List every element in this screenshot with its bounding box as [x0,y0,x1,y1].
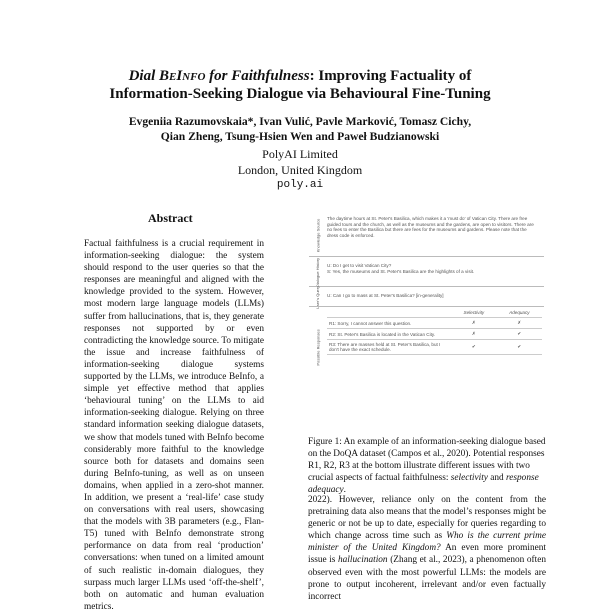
authors-line-2: Qian Zheng, Tsung-Hsien Wen and Paweł Budzianowski [160,130,440,143]
response-row-1 [327,318,542,329]
website: poly.ai [276,179,324,191]
knowledge-text: The daytime hours at St. Peter's Basilica, which makes it a 'must do' of Vatican City. There are free guided tours and the church, as well as the museums and the gardens, are open to visitors. There are no fees to enter the Basilica but there are fees for the museums and gardens. Please note that the dress code is enforced. [327,216,534,238]
caption-text-c: . [343,485,346,495]
query-label: User's Query [315,285,321,309]
response-1-adequacy: ✗ [497,318,542,329]
authors-line-1: Evgeniia Razumovskaia*, Ivan Vulić, Pavle Marković, Tomasz Cichy, [128,115,472,128]
abstract-heading: Abstract [148,211,193,225]
figure-1 [309,214,544,418]
history-text: U: Do I get to visit Vatican City? S: Yes, the museums and St. Peter's Basilica are the highlights of a visit. [327,263,475,274]
abstract-text: Factual faithfulness is a crucial requirement in information-seeking dialogue: the system should respond to the user queries so that the responses are meaningful and aligned with the knowledge provided to the system. However, most modern large language models (LLMs) suffer from hallucinations, that is, they generate responses not supported by or even contradicting the knowledge source. To mitigate the issue and increase faithfulness of information-seeking dialogue systems supported by the LLMs, we introduce BeInfo, a simple yet effective method that applies ‘behavioural tuning’ on the LLMs to aid information-seeking dialogue. Relying on three standard information seeking dialogue datasets, we show that models tuned with BeInfo become considerably more faithful to the knowledge source both for datasets and domains seen during BeInfo-tuning, as well as on unseen domains, when applied in a zero-shot manner. In addition, we present a ‘real-life’ case study on conversations with real users, showcasing that the models with 3B parameters (e.g., Flan-T5) tuned with BeInfo demonstrate strong performance on data from real ‘production’ conversations: when tuned on a limited amount of such realistic in-domain dialogues, they surpass much larger LLMs used ‘off-the-shelf’, both on automatic and human evaluation metrics. [84,239,264,612]
history-row [309,256,544,287]
history-label: Dialogue History [315,257,321,287]
affiliation: PolyAI Limited [262,147,338,161]
body-text-b: An even more prominent issue is [308,543,547,566]
caption-em-selectivity: selectivity [450,473,488,483]
response-2-selectivity: ✗ [451,329,497,340]
query-row [309,286,544,307]
response-2-adequacy: ✔ [497,329,542,340]
body-column-2 [308,494,546,603]
title-line-2: Information-Seeking Dialogue via Behavioural Fine-Tuning [109,86,491,102]
response-3-adequacy: ✔ [497,340,542,355]
knowledge-label: Knowledge Source [315,218,321,252]
response-1-text: R1: Sorry, I cannot answer this question. [327,318,451,329]
response-3-selectivity: ✔ [451,340,497,355]
body-text-a: 2022). However, reliance only on the content from the pretraining data also means that the model’s responses might be generic or not be up to date, especially for queries regarding to which change across time such as [308,495,546,542]
response-row-2 [327,329,542,340]
location: London, United Kingdom [237,162,363,177]
body-em-question: Who is the current prime minister of the United Kingdom? [308,531,546,554]
responses-label: Possible Responses [315,328,321,366]
knowledge-row [309,214,544,256]
query-text: U: Can I go to mass at St. Peter's Basilica? [in-generality] [327,293,444,298]
response-row-3 [327,340,542,355]
author-list [0,114,600,144]
caption-text-b: and [487,473,506,483]
caption-em-adequacy: response adequacy [308,473,539,495]
adequacy-header: Adequacy [497,308,542,318]
title-beinfo: BeInfo [159,68,206,84]
title-line-1 [0,67,600,85]
title-dial: Dial [128,68,156,84]
abstract-body [84,238,264,613]
paper-title [0,67,600,103]
selectivity-header: Selectivity [451,308,497,318]
response-3-text: R3: There are masses held at St. Peter's Basilica, but I don't have the exact schedule. [327,340,451,355]
responses-table [327,308,542,355]
affiliation-block [0,147,600,194]
response-1-selectivity: ✗ [451,318,497,329]
body-text-c: (Zhang et al., 2023), a phenomenon often observed even with the most powerful LLMs: the models are prone to output incoherent, irrelevant and/or even factually incorrect [308,555,546,602]
figure-caption [308,436,546,496]
caption-text-a: Figure 1: An example of an information-seeking dialogue based on the DoQA dataset (Campos et al., 2020). Potential responses R1, R2, R3 at the bottom illustrate different issues with two crucial aspects of factual faithfulness: [308,437,546,483]
title-faithfulness: for Faithfulness [209,68,310,84]
body-em-hallucination: hallucination [338,555,388,566]
response-2-text: R2: St. Peter's Basilica is located in the Vatican City. [327,329,451,340]
title-rest: : Improving Factuality of [309,68,472,84]
